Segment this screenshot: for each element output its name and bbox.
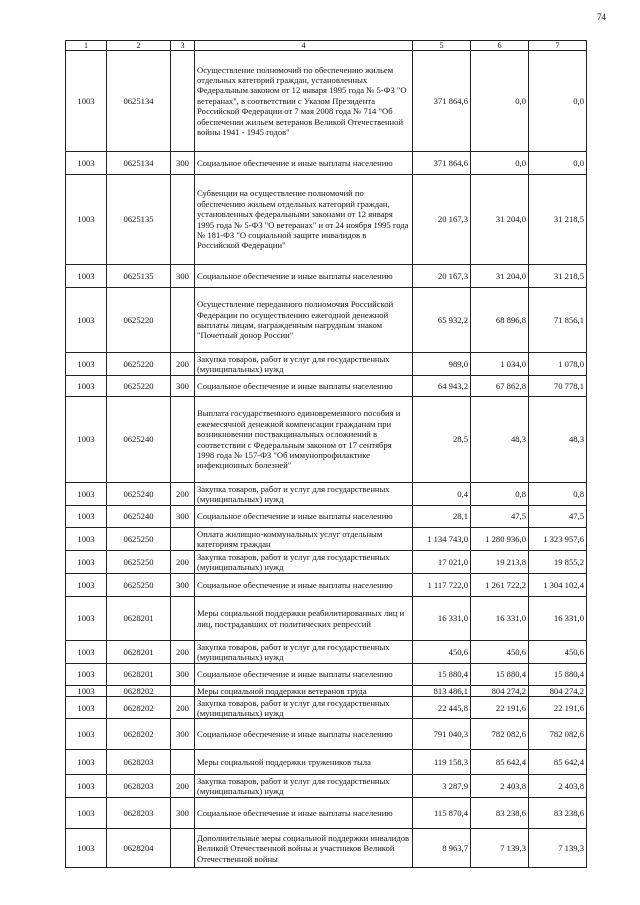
target-article-code: 0625135 — [107, 265, 171, 288]
description: Социальное обеспечение и иные выплаты населению — [195, 664, 413, 686]
description: Социальное обеспечение и иные выплаты населению — [195, 152, 413, 175]
description: Дополнительные меры социальной поддержки инвалидов Великой Отечественной войны и участников Великой Отечественной войны — [195, 829, 413, 868]
amount-col6: 7 139,3 — [471, 829, 529, 868]
amount-col7: 48,3 — [529, 397, 587, 483]
column-header: 1 — [66, 41, 107, 51]
amount-col7: 804 274,2 — [529, 686, 587, 697]
amount-col5: 1 117 722,0 — [413, 574, 471, 597]
table-row — [66, 265, 587, 288]
amount-col6: 782 082,6 — [471, 719, 529, 750]
section-code: 1003 — [66, 750, 107, 775]
section-code: 1003 — [66, 483, 107, 506]
description: Закупка товаров, работ и услуг для государственных (муниципальных) нужд — [195, 551, 413, 574]
description: Меры социальной поддержки тружеников тыла — [195, 750, 413, 775]
target-article-code: 0628202 — [107, 686, 171, 697]
expense-type-code — [171, 528, 195, 551]
description: Социальное обеспечение и иные выплаты населению — [195, 506, 413, 528]
table-row — [66, 288, 587, 353]
column-header: 6 — [471, 41, 529, 51]
target-article-code: 0625220 — [107, 288, 171, 353]
expense-type-code: 200 — [171, 551, 195, 574]
amount-col7: 85 642,4 — [529, 750, 587, 775]
section-code: 1003 — [66, 376, 107, 397]
table-row — [66, 152, 587, 175]
amount-col7: 22 191,6 — [529, 697, 587, 719]
expense-type-code — [171, 397, 195, 483]
expense-type-code: 300 — [171, 574, 195, 597]
amount-col7: 1 304 102,4 — [529, 574, 587, 597]
amount-col6: 15 880,4 — [471, 664, 529, 686]
target-article-code: 0628203 — [107, 798, 171, 829]
section-code: 1003 — [66, 397, 107, 483]
column-header: 2 — [107, 41, 171, 51]
amount-col6: 1 034,0 — [471, 353, 529, 376]
table-row — [66, 829, 587, 868]
amount-col5: 15 880,4 — [413, 664, 471, 686]
amount-col6: 48,3 — [471, 397, 529, 483]
expense-type-code: 300 — [171, 719, 195, 750]
expense-type-code: 200 — [171, 353, 195, 376]
table-row — [66, 664, 587, 686]
amount-col6: 83 238,6 — [471, 798, 529, 829]
expense-type-code — [171, 288, 195, 353]
amount-col5: 119 158,3 — [413, 750, 471, 775]
amount-col6: 804 274,2 — [471, 686, 529, 697]
target-article-code: 0625134 — [107, 152, 171, 175]
target-article-code: 0628202 — [107, 719, 171, 750]
amount-col6: 67 862,8 — [471, 376, 529, 397]
section-code: 1003 — [66, 697, 107, 719]
expense-type-code: 200 — [171, 641, 195, 664]
amount-col5: 371 864,6 — [413, 152, 471, 175]
description: Оплата жилищно-коммунальных услуг отдельным категориям граждан — [195, 528, 413, 551]
amount-col5: 64 943,2 — [413, 376, 471, 397]
table-row — [66, 397, 587, 483]
expense-type-code: 300 — [171, 506, 195, 528]
amount-col7: 1 323 957,6 — [529, 528, 587, 551]
expense-type-code: 300 — [171, 265, 195, 288]
target-article-code: 0625220 — [107, 353, 171, 376]
target-article-code: 0625240 — [107, 483, 171, 506]
section-code: 1003 — [66, 798, 107, 829]
amount-col7: 0,0 — [529, 51, 587, 152]
section-code: 1003 — [66, 506, 107, 528]
section-code: 1003 — [66, 664, 107, 686]
amount-col6: 0,8 — [471, 483, 529, 506]
amount-col7: 19 855,2 — [529, 551, 587, 574]
amount-col6: 1 261 722,2 — [471, 574, 529, 597]
section-code: 1003 — [66, 175, 107, 265]
expense-type-code — [171, 175, 195, 265]
amount-col6: 22 191,6 — [471, 697, 529, 719]
amount-col6: 31 204,0 — [471, 175, 529, 265]
amount-col5: 20 167,3 — [413, 265, 471, 288]
section-code: 1003 — [66, 597, 107, 641]
amount-col5: 989,0 — [413, 353, 471, 376]
amount-col5: 3 287,9 — [413, 775, 471, 798]
expense-type-code — [171, 686, 195, 697]
amount-col7: 83 238,6 — [529, 798, 587, 829]
amount-col5: 20 167,3 — [413, 175, 471, 265]
table-row — [66, 719, 587, 750]
amount-col6: 47,5 — [471, 506, 529, 528]
expense-type-code: 200 — [171, 775, 195, 798]
table-row — [66, 175, 587, 265]
table-row — [66, 353, 587, 376]
amount-col5: 28,5 — [413, 397, 471, 483]
amount-col7: 1 078,0 — [529, 353, 587, 376]
section-code: 1003 — [66, 829, 107, 868]
budget-table — [65, 40, 587, 868]
header-row — [66, 41, 587, 51]
amount-col7: 31 218,5 — [529, 265, 587, 288]
description: Закупка товаров, работ и услуг для государственных (муниципальных) нужд — [195, 697, 413, 719]
description: Осуществление полномочий по обеспечению жильем отдельных категорий граждан, установленных Федеральным законом от 12 января 1995 года № 5-ФЗ "О ветеранах", в соответствии с Указом Президента Российской Федерации от 7 мая 2008 года № 714 "Об обеспечении жильем ветеранов Великой Отечественной войны 1941 - 1945 годов" — [195, 51, 413, 152]
expense-type-code: 300 — [171, 376, 195, 397]
amount-col5: 65 932,2 — [413, 288, 471, 353]
section-code: 1003 — [66, 152, 107, 175]
column-header: 3 — [171, 41, 195, 51]
section-code: 1003 — [66, 353, 107, 376]
table-row — [66, 641, 587, 664]
table-row — [66, 750, 587, 775]
amount-col7: 0,8 — [529, 483, 587, 506]
amount-col5: 28,1 — [413, 506, 471, 528]
description: Социальное обеспечение и иные выплаты населению — [195, 574, 413, 597]
table-row — [66, 775, 587, 798]
amount-col5: 450,6 — [413, 641, 471, 664]
amount-col6: 85 642,4 — [471, 750, 529, 775]
section-code: 1003 — [66, 686, 107, 697]
table-row — [66, 597, 587, 641]
table-row — [66, 697, 587, 719]
amount-col6: 1 280 936,0 — [471, 528, 529, 551]
expense-type-code: 200 — [171, 697, 195, 719]
description: Социальное обеспечение и иные выплаты населению — [195, 376, 413, 397]
expense-type-code — [171, 51, 195, 152]
target-article-code: 0628202 — [107, 697, 171, 719]
expense-type-code — [171, 750, 195, 775]
amount-col5: 22 445,8 — [413, 697, 471, 719]
target-article-code: 0628201 — [107, 664, 171, 686]
section-code: 1003 — [66, 51, 107, 152]
target-article-code: 0628203 — [107, 750, 171, 775]
target-article-code: 0628203 — [107, 775, 171, 798]
expense-type-code: 300 — [171, 152, 195, 175]
amount-col6: 16 331,0 — [471, 597, 529, 641]
description: Осуществление переданного полномочия Российской Федерации по осуществлению ежегодной денежной выплаты лицам, награжденным нагрудным знаком "Почетный донор России" — [195, 288, 413, 353]
section-code: 1003 — [66, 528, 107, 551]
description: Закупка товаров, работ и услуг для государственных (муниципальных) нужд — [195, 483, 413, 506]
description: Субвенции на осуществление полномочий по обеспечению жильем отдельных категорий граждан, установленных федеральными законами от 12 января 1995 года № 5-ФЗ "О ветеранах" и от 24 ноября 1995 года № 181-ФЗ "О социальной защите инвалидов в Российской Федерации" — [195, 175, 413, 265]
table-row — [66, 51, 587, 152]
table-row — [66, 574, 587, 597]
target-article-code: 0625134 — [107, 51, 171, 152]
amount-col6: 0,0 — [471, 152, 529, 175]
description: Закупка товаров, работ и услуг для государственных (муниципальных) нужд — [195, 775, 413, 798]
description: Закупка товаров, работ и услуг для государственных (муниципальных) нужд — [195, 641, 413, 664]
amount-col5: 16 331,0 — [413, 597, 471, 641]
column-header: 4 — [195, 41, 413, 51]
description: Меры социальной поддержки реабилитированных лиц и лиц, пострадавших от политических репрессий — [195, 597, 413, 641]
amount-col7: 31 218,5 — [529, 175, 587, 265]
target-article-code: 0625250 — [107, 551, 171, 574]
table-row — [66, 506, 587, 528]
amount-col7: 450,6 — [529, 641, 587, 664]
target-article-code: 0625250 — [107, 574, 171, 597]
description: Социальное обеспечение и иные выплаты населению — [195, 265, 413, 288]
target-article-code: 0625220 — [107, 376, 171, 397]
amount-col7: 70 778,1 — [529, 376, 587, 397]
section-code: 1003 — [66, 265, 107, 288]
amount-col7: 782 082,6 — [529, 719, 587, 750]
expense-type-code: 200 — [171, 483, 195, 506]
description: Выплата государственного единовременного пособия и ежемесячной денежной компенсации гражданам при возникновении поствакцинальных осложнений в соответствии с Федеральным законом от 17 сентября 1998 года № 157-ФЗ "Об иммунопрофилактике инфекционных болезней" — [195, 397, 413, 483]
target-article-code: 0625240 — [107, 397, 171, 483]
amount-col6: 2 403,8 — [471, 775, 529, 798]
expense-type-code: 300 — [171, 664, 195, 686]
target-article-code: 0625240 — [107, 506, 171, 528]
page-number: 74 — [597, 12, 606, 22]
section-code: 1003 — [66, 719, 107, 750]
target-article-code: 0625135 — [107, 175, 171, 265]
amount-col7: 0,0 — [529, 152, 587, 175]
amount-col7: 15 880,4 — [529, 664, 587, 686]
amount-col5: 813 486,1 — [413, 686, 471, 697]
table-row — [66, 798, 587, 829]
amount-col5: 8 963,7 — [413, 829, 471, 868]
column-header: 7 — [529, 41, 587, 51]
section-code: 1003 — [66, 641, 107, 664]
description: Социальное обеспечение и иные выплаты населению — [195, 798, 413, 829]
amount-col7: 7 139,3 — [529, 829, 587, 868]
amount-col6: 19 213,8 — [471, 551, 529, 574]
expense-type-code — [171, 597, 195, 641]
amount-col5: 791 040,3 — [413, 719, 471, 750]
amount-col7: 16 331,0 — [529, 597, 587, 641]
section-code: 1003 — [66, 574, 107, 597]
description: Меры социальной поддержки ветеранов труда — [195, 686, 413, 697]
table-row — [66, 483, 587, 506]
amount-col7: 71 856,1 — [529, 288, 587, 353]
amount-col7: 47,5 — [529, 506, 587, 528]
amount-col7: 2 403,8 — [529, 775, 587, 798]
description: Социальное обеспечение и иные выплаты населению — [195, 719, 413, 750]
amount-col5: 371 864,6 — [413, 51, 471, 152]
expense-type-code: 300 — [171, 798, 195, 829]
table-row — [66, 376, 587, 397]
column-header: 5 — [413, 41, 471, 51]
target-article-code: 0628201 — [107, 641, 171, 664]
expense-type-code — [171, 829, 195, 868]
description: Закупка товаров, работ и услуг для государственных (муниципальных) нужд — [195, 353, 413, 376]
target-article-code: 0628204 — [107, 829, 171, 868]
table-row — [66, 551, 587, 574]
section-code: 1003 — [66, 288, 107, 353]
amount-col5: 1 134 743,0 — [413, 528, 471, 551]
amount-col5: 0,4 — [413, 483, 471, 506]
section-code: 1003 — [66, 775, 107, 798]
amount-col6: 68 896,8 — [471, 288, 529, 353]
target-article-code: 0628201 — [107, 597, 171, 641]
amount-col6: 0,0 — [471, 51, 529, 152]
amount-col5: 115 870,4 — [413, 798, 471, 829]
target-article-code: 0625250 — [107, 528, 171, 551]
table-row — [66, 528, 587, 551]
amount-col5: 17 021,0 — [413, 551, 471, 574]
amount-col6: 450,6 — [471, 641, 529, 664]
table-row — [66, 686, 587, 697]
amount-col6: 31 204,0 — [471, 265, 529, 288]
section-code: 1003 — [66, 551, 107, 574]
